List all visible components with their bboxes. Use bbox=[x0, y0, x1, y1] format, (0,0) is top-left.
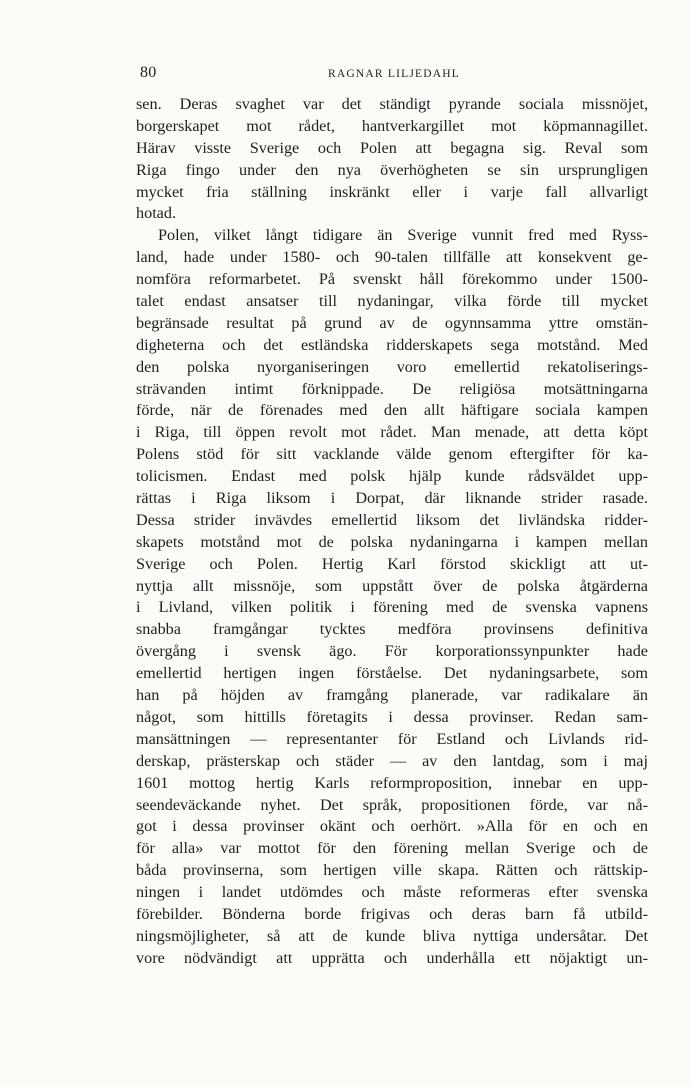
text-line: got i dessa provinser okänt och oerhört. »Alla för en och en bbox=[136, 817, 648, 836]
paragraph-1 bbox=[136, 94, 648, 225]
running-head: RAGNAR LILJEDAHL bbox=[328, 68, 460, 80]
text-line: Härav visste Sverige och Polen att begagna sig. Reval som bbox=[136, 138, 648, 157]
text-line: rättas i Riga liksom i Dorpat, där liknande strider rasade. bbox=[136, 489, 648, 508]
text-line: hotad. bbox=[136, 204, 177, 223]
page-header bbox=[136, 64, 652, 88]
text-line: ningsmöjligheter, så att de kunde bliva nyttiga undersåtar. Det bbox=[136, 926, 648, 945]
text-line: emellertid hertigen ingen förståelse. Det nydaningsarbete, som bbox=[136, 664, 648, 683]
text-line: snabba framgångar tycktes medföra provinsens definitiva bbox=[136, 620, 648, 639]
text-line: den polska nyorganiseringen voro emellertid rekatoliserings- bbox=[136, 357, 648, 376]
text-line: han på höjden av framgång planerade, var radikalare än bbox=[136, 686, 648, 705]
text-line: förebilder. Bönderna borde frigivas och deras barn få utbild- bbox=[136, 904, 648, 923]
text-line: förde, när de förenades med den allt häftigare sociala kampen bbox=[136, 401, 648, 420]
text-line: ningen i landet utdömdes och måste reformeras efter svenska bbox=[136, 883, 648, 902]
text-line: skapets motstånd mot de polska nydaningarna i kampen mellan bbox=[136, 532, 648, 551]
text-line: Polens stöd för sitt vacklande välde genom eftergifter för ka- bbox=[136, 445, 648, 464]
text-line: övergång i svensk ägo. För korporationssynpunkter hade bbox=[136, 642, 648, 661]
page-number: 80 bbox=[140, 64, 157, 81]
text-line: seendeväckande nyhet. Det språk, propositionen förde, var nå- bbox=[136, 795, 648, 814]
text-line: strävanden intimt förknippade. De religiösa motsättningarna bbox=[136, 379, 648, 398]
text-line: derskap, prästerskap och städer — av den lantdag, som i maj bbox=[136, 751, 648, 770]
text-line: Polen, vilket långt tidigare än Sverige vunnit fred med Ryss- bbox=[158, 226, 648, 245]
text-line: mansättningen — representanter för Estland och Livlands rid- bbox=[136, 729, 648, 748]
text-line: vore nödvändigt att upprätta och underhålla ett nöjaktigt un- bbox=[136, 948, 648, 967]
text-line: nomföra reformarbetet. På svenskt håll förekommo under 1500- bbox=[136, 270, 648, 289]
text-line: för alla» var mottot för den förening mellan Sverige och de bbox=[136, 839, 648, 858]
text-line: digheterna och det estländska ridderskapets sega motstånd. Med bbox=[136, 335, 648, 354]
text-line: borgerskapet mot rådet, hantverkargillet mot köpmannagillet. bbox=[136, 116, 648, 135]
text-line: land, hade under 1580- och 90-talen tillfälle att konsekvent ge- bbox=[136, 248, 648, 267]
text-line: 1601 mottog hertig Karls reformproposition, innebar en upp- bbox=[136, 773, 648, 792]
text-line: i Livland, vilken politik i förening med de svenska vapnens bbox=[136, 598, 648, 617]
text-line: båda provinserna, som hertigen ville skapa. Rätten och rättskip- bbox=[136, 861, 648, 880]
text-line: Sverige och Polen. Hertig Karl förstod skickligt att ut- bbox=[136, 554, 648, 573]
text-line: nyttja allt missnöje, som uppstått över de polska åtgärderna bbox=[136, 576, 648, 595]
text-line: talet endast ansatser till nydaningar, vilka förde till mycket bbox=[136, 292, 648, 311]
paragraph-2 bbox=[136, 225, 648, 969]
text-line: mycket fria ställning inskränkt eller i varje fall allvarligt bbox=[136, 182, 648, 201]
text-line: tolicismen. Endast med polsk hjälp kunde rådsväldet upp- bbox=[136, 467, 648, 486]
text-line: begränsade resultat på grund av de ogynnsamma yttre omstän- bbox=[136, 313, 648, 332]
text-line: i Riga, till öppen revolt mot rådet. Man menade, att detta köpt bbox=[136, 423, 648, 442]
body-text bbox=[136, 94, 648, 970]
text-line: Dessa strider invävdes emellertid liksom det livländska ridder- bbox=[136, 510, 648, 529]
text-line: sen. Deras svaghet var det ständigt pyrande sociala missnöjet, bbox=[136, 95, 648, 113]
text-line: Riga fingo under den nya överhögheten se sin ursprungligen bbox=[136, 160, 648, 179]
text-line: något, som hittills företagits i dessa provinser. Redan sam- bbox=[136, 707, 648, 726]
